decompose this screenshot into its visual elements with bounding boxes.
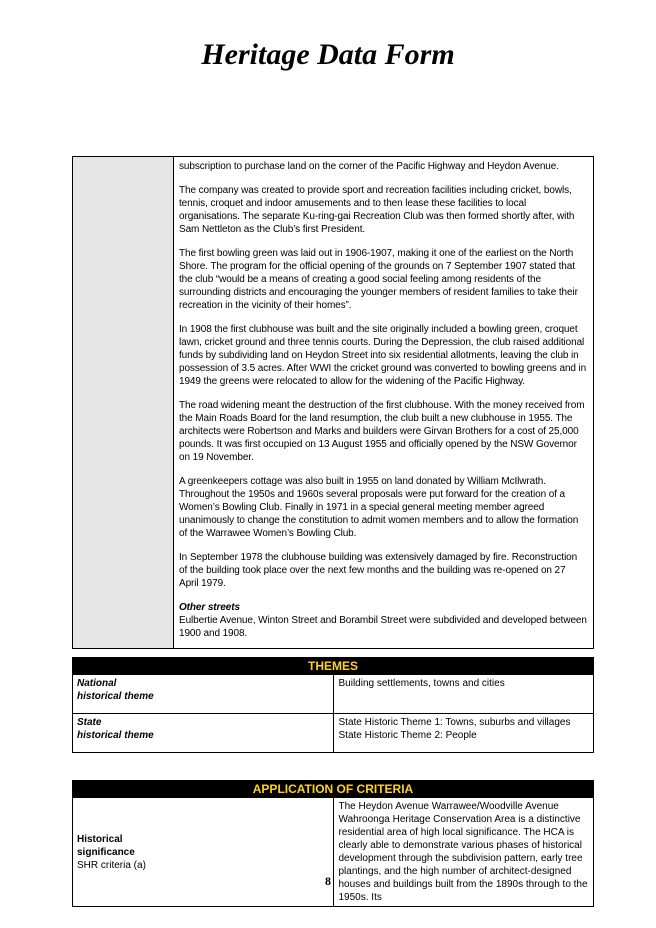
history-continued-table — [72, 156, 594, 649]
historical-significance-label — [73, 798, 334, 907]
history-paragraph: In September 1978 the clubhouse building was extensively damaged by fire. Reconstruction of the building took place over the next few months and the building was re-opened on 27 April 1979. — [179, 552, 578, 589]
national-theme-label-line: National — [77, 678, 117, 689]
historical-significance-row — [73, 798, 594, 907]
national-theme-label-line: historical theme — [77, 691, 154, 702]
history-paragraph: subscription to purchase land on the corner of the Pacific Highway and Heydon Avenue. — [179, 161, 559, 172]
state-theme-row — [73, 714, 594, 753]
page-number: 8 — [325, 874, 331, 888]
themes-header: THEMES — [73, 658, 594, 675]
history-paragraph: The road widening meant the destruction of the first clubhouse. With the money received from the Main Roads Board for the land resumption, the club built a new clubhouse in 1955. The architects were Robertson and Marks and builders were Girvan Brothers for a cost of 25,000 pounds. It was first occupied on 13 August 1955 and officially opened by the NSW Governor on 19 November. — [179, 400, 585, 463]
criteria-label-line: Historical — [77, 833, 123, 845]
page-title: Heritage Data Form — [201, 38, 455, 71]
history-paragraph: The first bowling green was laid out in 1906-1907, making it one of the earliest on the North Shore. The program for the official opening of the grounds on 7 September 1907 stated that the club “would be a means of creating a good social feeling among residents of the surrounding districts and encouraging the younger members of resident families to take their recreation in the vicinity of their homes”. — [179, 248, 578, 311]
state-theme-item: State Historic Theme 1: Towns, suburbs and villages — [338, 717, 571, 728]
other-streets-subheading: Other streets — [179, 602, 240, 613]
history-continued-row — [73, 157, 594, 649]
history-paragraph: The company was created to provide sport and recreation facilities including cricket, bowls, tennis, croquet and indoor amusements and to then lease these facilities to local organisations. The separate Ku-ring-gai Recreation Club was then formed shortly after, with Sam Nettleton as the Club’s first President. — [179, 185, 575, 235]
other-streets-block — [179, 601, 587, 640]
national-theme-label — [73, 675, 334, 714]
state-theme-label — [73, 714, 334, 753]
state-theme-item: State Historic Theme 2: People — [338, 730, 477, 741]
history-paragraph: In 1908 the first clubhouse was built and the site originally included a bowling green, croquet lawn, cricket ground and three tennis courts. During the Depression, the club raised additional funds by subdividing land on Heydon Street into six residential allotments, leaving the club in possession of 3.5 acres. After WWI the cricket ground was converted to bowling greens and in 1949 the greens were relocated to allow for the widening of the Pacific Highway. — [179, 324, 587, 387]
state-theme-label-line: historical theme — [77, 730, 154, 741]
criteria-label-line: SHR criteria (a) — [77, 859, 146, 871]
criteria-header: APPLICATION OF CRITERIA — [73, 781, 594, 798]
history-paragraph: A greenkeepers cottage was also built in 1955 on land donated by William McIlwrath. Throughout the 1950s and 1960s several proposals were put forward for the creation of a Women’s Bowling Club. Finally in 1971 in a special general meeting member agreed unanimously to change the constitution to admit women members and to allow the formation of the Warrawee Women’s Bowling Club. — [179, 476, 579, 539]
history-text-cell — [174, 157, 594, 649]
national-theme-value: Building settlements, towns and cities — [333, 675, 594, 714]
historical-significance-text: The Heydon Avenue Warrawee/Woodville Avenue Wahroonga Heritage Conservation Area is a distinctive residential area of high local significance. The HCA is clearly able to demonstrate various phases of historical development through the subdivision pattern, early tree plantings, and the high number of architect-designed houses and buildings built from the 1890s through to the 1950s. Its — [333, 798, 594, 907]
other-streets-text: Eulbertie Avenue, Winton Street and Borambil Street were subdivided and developed between 1900 and 1908. — [179, 615, 587, 639]
state-theme-value — [333, 714, 594, 753]
history-label-cell — [73, 157, 174, 649]
criteria-label-line: significance — [77, 846, 135, 858]
state-theme-label-line: State — [77, 717, 102, 728]
themes-table — [72, 657, 594, 753]
national-theme-row — [73, 675, 594, 714]
